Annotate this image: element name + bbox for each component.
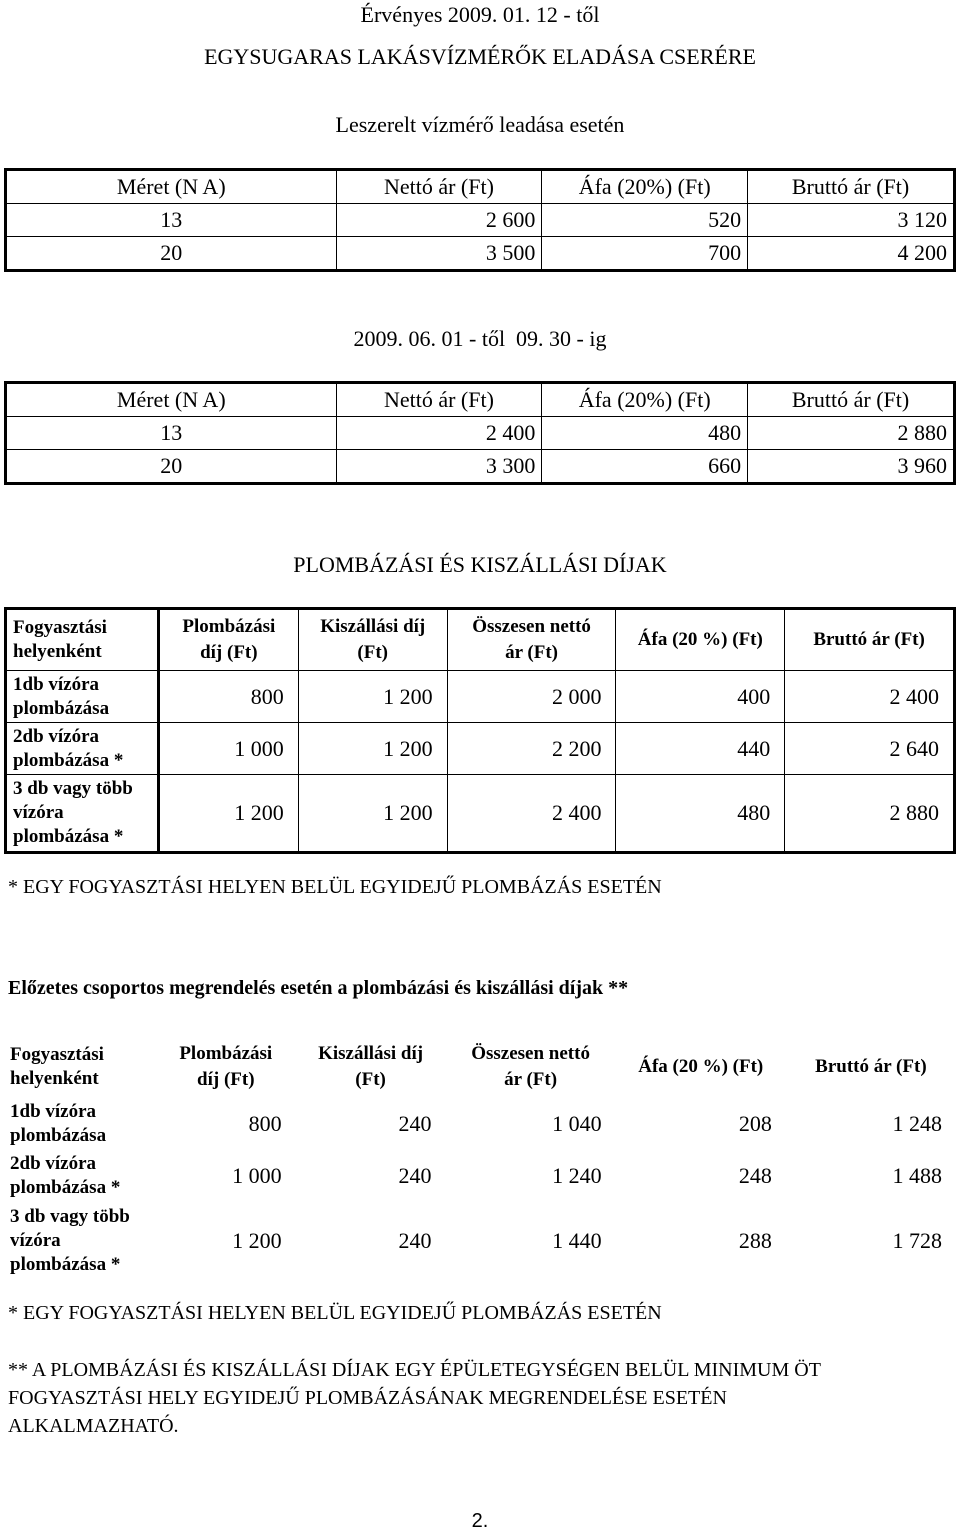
- header-cell: Bruttó ár (Ft): [748, 170, 955, 204]
- table-cell: 2 200: [447, 723, 616, 775]
- header-cell: Plombázási díj (Ft): [179, 1043, 273, 1090]
- table-cell: 3 120: [748, 204, 955, 237]
- table-cell: 1 440: [552, 1228, 602, 1253]
- footnote-line: ** A PLOMBÁZÁSI ÉS KISZÁLLÁSI DÍJAK EGY ÉPÜLETEGYSÉGEN BELÜL MINIMUM ÖT: [8, 1359, 821, 1381]
- table-cell: 800: [158, 671, 298, 723]
- table-cell: 2 880: [785, 775, 955, 853]
- header-cell: Áfa (20 %) (Ft): [616, 609, 785, 671]
- header-cell: Nettó ár (Ft): [336, 383, 542, 417]
- table-row: [4, 1202, 956, 1280]
- table-cell: 480: [616, 775, 785, 853]
- table-cell: 2 600: [336, 204, 542, 237]
- table-row: [6, 417, 955, 450]
- valid-from-heading: Érvényes 2009. 01. 12 - től: [360, 2, 600, 27]
- table-cell: 240: [398, 1163, 432, 1188]
- table-cell: 1 200: [158, 775, 298, 853]
- table-row: [6, 450, 955, 484]
- table-cell: 1 200: [232, 1228, 282, 1253]
- table-row: [6, 671, 955, 723]
- table-cell: 248: [738, 1163, 772, 1188]
- period-heading: 2009. 06. 01 - től 09. 30 - ig: [353, 326, 607, 351]
- table-cell: 2 400: [447, 775, 616, 853]
- table-cell: 240: [398, 1111, 432, 1136]
- table-cell: 1 040: [552, 1111, 602, 1136]
- table-row: [4, 1098, 956, 1150]
- footnote-line: FOGYASZTÁSI HELY EGYIDEJŰ PLOMBÁZÁSÁNAK MEGRENDELÉSE ESETÉN: [8, 1387, 727, 1409]
- table-cell: 480: [542, 417, 748, 450]
- table-cell: 3 500: [336, 237, 542, 271]
- table-cell: 400: [616, 671, 785, 723]
- table-row: [6, 204, 955, 237]
- table-row: [4, 1150, 956, 1202]
- table-cell: 3 960: [748, 450, 955, 484]
- table-header-row: [6, 609, 955, 671]
- row-label: 1db vízóra plombázása: [6, 671, 159, 723]
- table-cell: 13: [6, 417, 337, 450]
- header-cell: Összesen nettó ár (Ft): [471, 1043, 590, 1090]
- table-header-row: [6, 383, 955, 417]
- footnote-single-2: * EGY FOGYASZTÁSI HELYEN BELÜL EGYIDEJŰ PLOMBÁZÁS ESETÉN: [8, 1302, 662, 1324]
- table-row: [6, 723, 955, 775]
- row-label: 3 db vagy több vízóra plombázása *: [10, 1206, 130, 1275]
- table-cell: 13: [6, 204, 337, 237]
- table-cell: 1 200: [298, 723, 447, 775]
- fee-table-1: [4, 607, 956, 854]
- row-label: 2db vízóra plombázása *: [10, 1153, 121, 1198]
- fees-title: PLOMBÁZÁSI ÉS KISZÁLLÁSI DÍJAK: [293, 552, 667, 577]
- header-cell: Bruttó ár (Ft): [748, 383, 955, 417]
- meter-price-table-2: [4, 381, 956, 485]
- header-cell: Kiszállási díj (Ft): [298, 609, 447, 671]
- document-subtitle: Leszerelt vízmérő leadása esetén: [335, 112, 625, 137]
- table-cell: 2 400: [785, 671, 955, 723]
- table-cell: 660: [542, 450, 748, 484]
- header-cell: Bruttó ár (Ft): [815, 1056, 927, 1077]
- table-row: [6, 237, 955, 271]
- header-cell: Kiszállási díj (Ft): [318, 1043, 424, 1090]
- header-cell: Bruttó ár (Ft): [785, 609, 955, 671]
- row-label: 2db vízóra plombázása *: [6, 723, 159, 775]
- table-cell: 2 880: [748, 417, 955, 450]
- header-cell: Plombázási díj (Ft): [158, 609, 298, 671]
- table-cell: 20: [6, 237, 337, 271]
- row-label: 3 db vagy több vízóra plombázása *: [6, 775, 159, 853]
- table-cell: 3 300: [336, 450, 542, 484]
- header-cell: Méret (N A): [6, 170, 337, 204]
- fee-table-2: [4, 1036, 956, 1280]
- table-cell: 1 000: [158, 723, 298, 775]
- table-cell: 1 728: [892, 1228, 942, 1253]
- table-cell: 1 488: [892, 1163, 942, 1188]
- document-title: EGYSUGARAS LAKÁSVÍZMÉRŐK ELADÁSA CSERÉRE: [204, 44, 756, 69]
- table-cell: 1 248: [892, 1111, 942, 1136]
- table-cell: 440: [616, 723, 785, 775]
- table-cell: 240: [398, 1228, 432, 1253]
- header-cell: Áfa (20%) (Ft): [542, 170, 748, 204]
- table-header-row: [4, 1036, 956, 1098]
- group-order-heading: Előzetes csoportos megrendelés esetén a plombázási és kiszállási díjak **: [8, 977, 629, 999]
- footnote-single: * EGY FOGYASZTÁSI HELYEN BELÜL EGYIDEJŰ PLOMBÁZÁS ESETÉN: [8, 876, 662, 898]
- table-cell: 4 200: [748, 237, 955, 271]
- page-number: 2.: [471, 1510, 489, 1532]
- table-row: [6, 775, 955, 853]
- header-cell: Áfa (20%) (Ft): [542, 383, 748, 417]
- row-label: 1db vízóra plombázása: [10, 1101, 107, 1146]
- table-cell: 2 000: [447, 671, 616, 723]
- table-header-row: [6, 170, 955, 204]
- table-cell: 1 200: [298, 671, 447, 723]
- table-cell: 800: [248, 1111, 282, 1136]
- footnote-line: ALKALMAZHATÓ.: [8, 1415, 179, 1437]
- table-cell: 520: [542, 204, 748, 237]
- header-cell: Nettó ár (Ft): [336, 170, 542, 204]
- header-cell: Méret (N A): [6, 383, 337, 417]
- header-cell: Áfa (20 %) (Ft): [638, 1056, 764, 1077]
- footnote-group-order: [8, 1356, 821, 1440]
- table-cell: 2 400: [336, 417, 542, 450]
- meter-price-table-1: [4, 168, 956, 272]
- table-cell: 20: [6, 450, 337, 484]
- table-cell: 288: [738, 1228, 772, 1253]
- table-cell: 2 640: [785, 723, 955, 775]
- header-cell: Fogyasztási helyenként: [10, 1044, 104, 1089]
- table-cell: 1 240: [552, 1163, 602, 1188]
- header-cell: Fogyasztási helyenként: [6, 609, 159, 671]
- table-cell: 1 200: [298, 775, 447, 853]
- table-cell: 208: [738, 1111, 772, 1136]
- table-cell: 1 000: [232, 1163, 282, 1188]
- table-cell: 700: [542, 237, 748, 271]
- header-cell: Összesen nettó ár (Ft): [447, 609, 616, 671]
